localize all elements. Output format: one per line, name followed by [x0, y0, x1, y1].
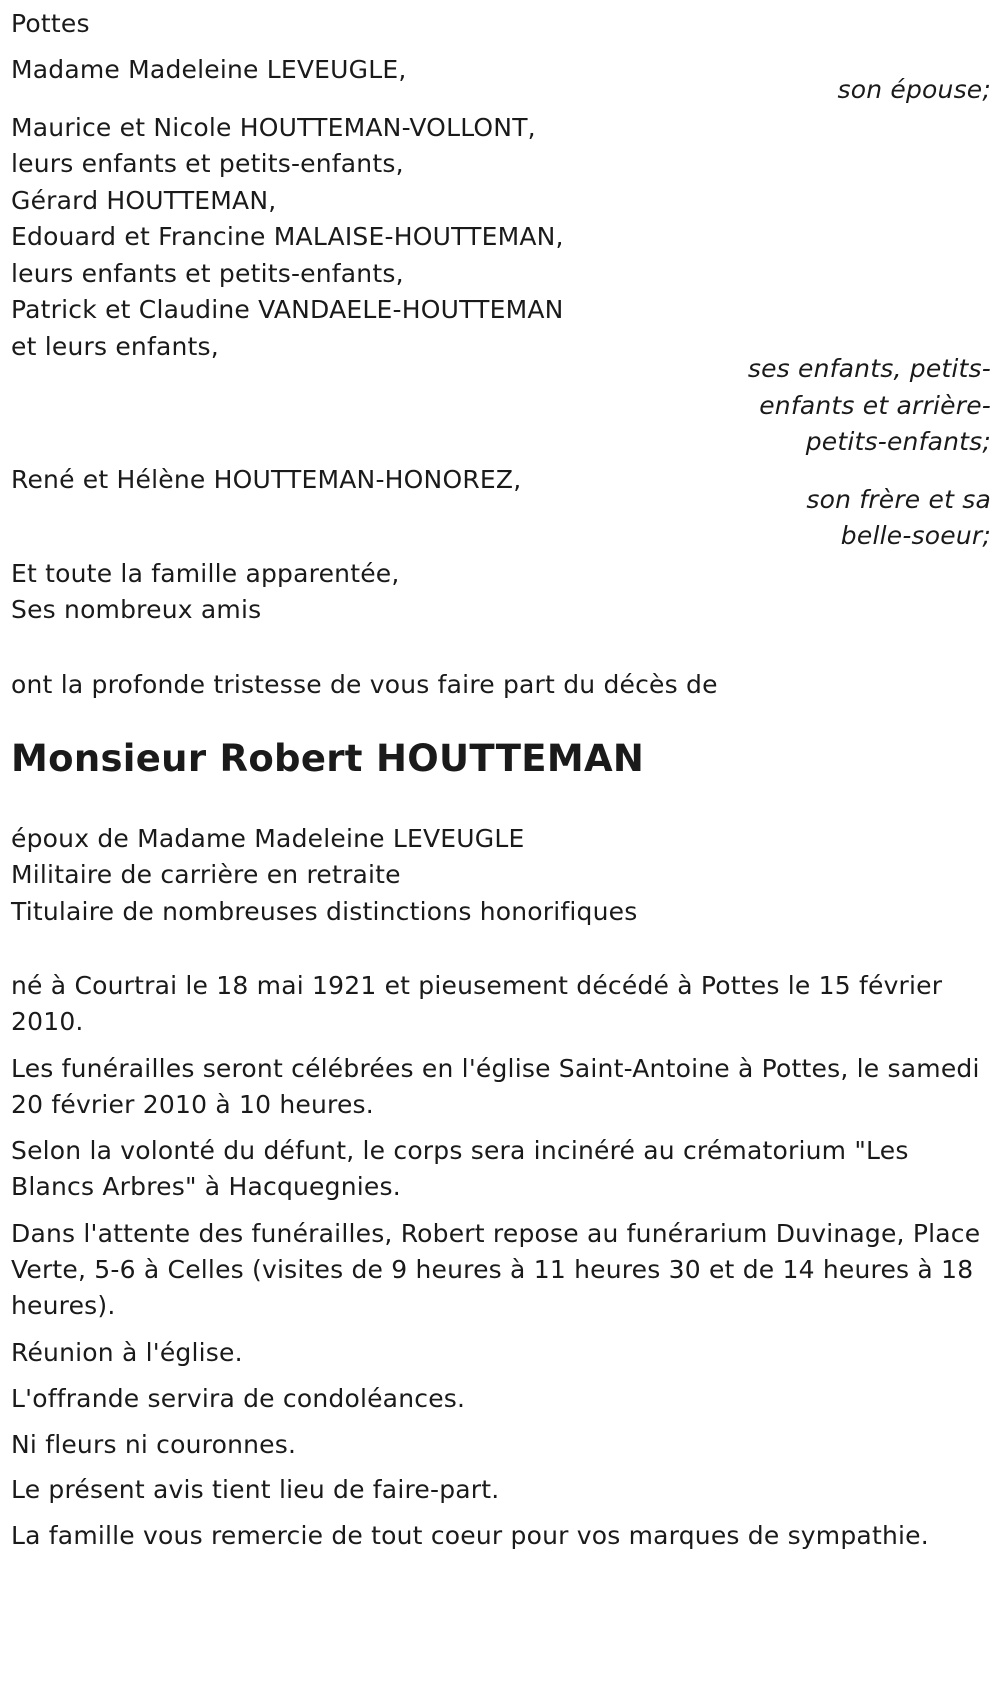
no-flowers-paragraph: Ni fleurs ni couronnes. [11, 1430, 297, 1459]
meeting-paragraph: Réunion à l'église. [11, 1338, 243, 1367]
cremation-paragraph: Selon la volonté du défunt, le corps sera incinéré au crématorium "Les Blancs Arbres" à Hacquegnies. [11, 1136, 909, 1201]
title-line-2: Militaire de carrière en retraite [11, 860, 401, 889]
extended-family-line-2: Ses nombreux amis [11, 595, 262, 624]
obituary-notice [11, 0, 991, 1703]
children-relation-2: enfants et arrière- [759, 391, 991, 420]
children-line-6: Patrick et Claudine VANDAELE-HOUTTEMAN [11, 295, 564, 324]
visitation-paragraph: Dans l'attente des funérailles, Robert repose au funérarium Duvinage, Place Verte, 5-6 à Celles (visites de 9 heures à 11 heures 30 et de 14 heures à 18 heures). [11, 1219, 981, 1320]
offering-paragraph: L'offrande servira de condoléances. [11, 1384, 466, 1413]
notice-paragraph: Le présent avis tient lieu de faire-part. [11, 1475, 500, 1504]
thanks-paragraph: La famille vous remercie de tout coeur pour vos marques de sympathie. [11, 1521, 929, 1550]
children-line-5: leurs enfants et petits-enfants, [11, 259, 404, 288]
children-line-7: et leurs enfants, [11, 332, 219, 361]
deceased-name: Monsieur Robert HOUTTEMAN [11, 737, 645, 780]
title-line-3: Titulaire de nombreuses distinctions honorifiques [11, 897, 638, 926]
funeral-paragraph: Les funérailles seront célébrées en l'église Saint-Antoine à Pottes, le samedi 20 février 2010 à 10 heures. [11, 1054, 980, 1119]
children-relation-1: ses enfants, petits- [747, 354, 991, 383]
children-line-3: Gérard HOUTTEMAN, [11, 186, 277, 215]
announcement-text: ont la profonde tristesse de vous faire part du décès de [11, 670, 718, 699]
spouse-relation: son épouse; [837, 75, 991, 104]
children-relation-3: petits-enfants; [805, 427, 991, 456]
children-line-4: Edouard et Francine MALAISE-HOUTTEMAN, [11, 222, 564, 251]
extended-family-line-1: Et toute la famille apparentée, [11, 559, 400, 588]
brother-name: René et Hélène HOUTTEMAN-HONOREZ, [11, 465, 522, 494]
brother-relation-1: son frère et sa [806, 485, 991, 514]
children-line-1: Maurice et Nicole HOUTTEMAN-VOLLONT, [11, 113, 536, 142]
brother-relation-2: belle-soeur; [840, 521, 991, 550]
title-line-1: époux de Madame Madeleine LEVEUGLE [11, 824, 525, 853]
birth-death-paragraph: né à Courtrai le 18 mai 1921 et pieusement décédé à Pottes le 15 février 2010. [11, 971, 943, 1036]
spouse-name: Madame Madeleine LEVEUGLE, [11, 55, 407, 84]
children-line-2: leurs enfants et petits-enfants, [11, 149, 404, 178]
location-heading: Pottes [11, 9, 90, 38]
